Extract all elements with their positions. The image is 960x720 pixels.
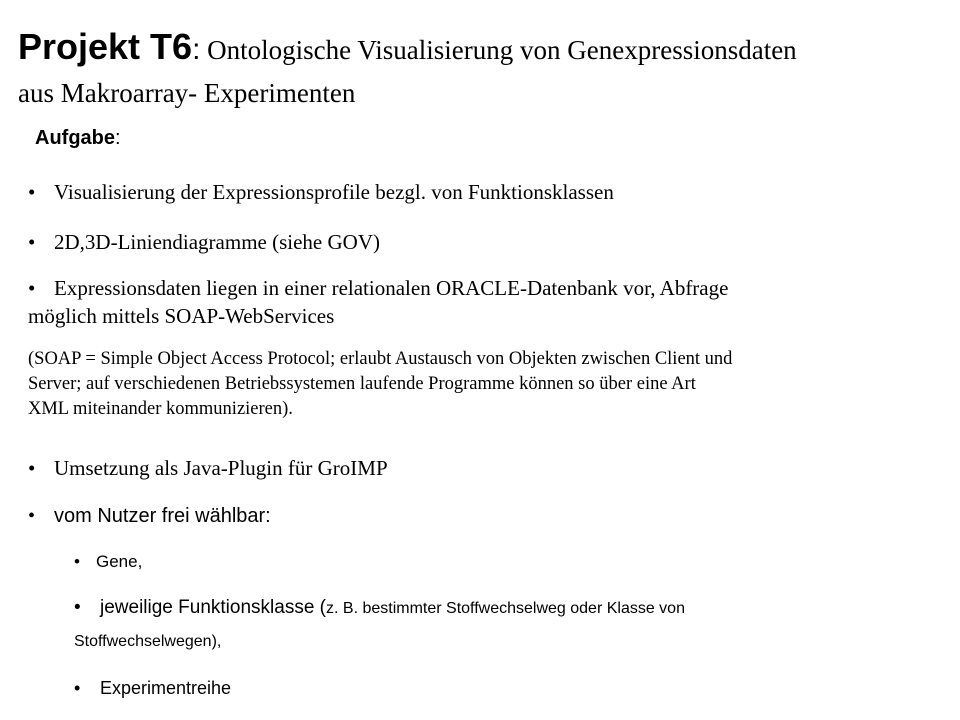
- bullet-icon: •: [74, 597, 81, 618]
- bullet-text: 2D,3D-Liniendiagramme (siehe GOV): [54, 230, 380, 254]
- bullet-item-expressionsdaten-cont: möglich mittels SOAP-WebServices: [28, 304, 335, 328]
- title-project: Projekt T6: [18, 26, 193, 67]
- soap-note-line-3: XML miteinander kommunizieren).: [28, 399, 293, 419]
- bullet-item-liniendiagramme: [28, 228, 380, 256]
- title-line-2: aus Makroarray- Experimenten: [18, 78, 356, 108]
- bullet-text: Umsetzung als Java-Plugin für GroIMP: [54, 456, 388, 480]
- sub-bullet-text: Gene,: [96, 552, 143, 571]
- bullet-icon: •: [28, 456, 36, 480]
- bullet-icon: •: [28, 276, 36, 300]
- bullet-item-visualisierung: [28, 178, 614, 206]
- bullet-icon: •: [28, 505, 36, 527]
- title-topic: Ontologische Visualisierung von Genexpressionsdaten: [200, 35, 797, 65]
- bullet-item-umsetzung: [28, 454, 388, 482]
- sub-bullet-gene: [74, 548, 142, 576]
- bullet-icon: •: [28, 230, 36, 254]
- soap-note-line-1: (SOAP = Simple Object Access Protocol; erlaubt Austausch von Objekten zwischen Client und: [28, 349, 733, 369]
- sub-bullet-funktionsklasse-cont: Stoffwechselwegen),: [74, 633, 222, 650]
- bullet-item-expressionsdaten: [28, 274, 728, 302]
- sub-bullet-funktionsklasse: [74, 594, 685, 623]
- task-heading: [35, 127, 121, 150]
- soap-note-line-2: Server; auf verschiedenen Betriebssystemen laufende Programme können so über eine Art: [28, 374, 696, 394]
- bullet-text: Visualisierung der Expressionsprofile bezgl. von Funktionsklassen: [54, 180, 614, 204]
- task-colon: :: [115, 127, 121, 149]
- sub-bullet-experimentreihe: [74, 674, 231, 702]
- bullet-text: Expressionsdaten liegen in einer relationalen ORACLE-Datenbank vor, Abfrage: [54, 276, 729, 300]
- soap-note: [28, 347, 948, 422]
- bullet-icon: •: [74, 678, 81, 698]
- title-colon: :: [192, 33, 201, 66]
- sub-bullet-text: jeweilige Funktionsklasse (: [100, 597, 326, 618]
- slide-title: [18, 20, 948, 74]
- sub-bullet-example: z. B. bestimmter Stoffwechselweg oder Klasse von: [326, 600, 685, 617]
- task-label: Aufgabe: [35, 127, 115, 149]
- bullet-icon: •: [28, 180, 36, 204]
- bullet-text: vom Nutzer frei wählbar:: [54, 505, 271, 527]
- sub-bullet-text: Experimentreihe: [100, 678, 232, 698]
- bullet-item-nutzer: [28, 502, 271, 530]
- bullet-icon: •: [74, 552, 80, 571]
